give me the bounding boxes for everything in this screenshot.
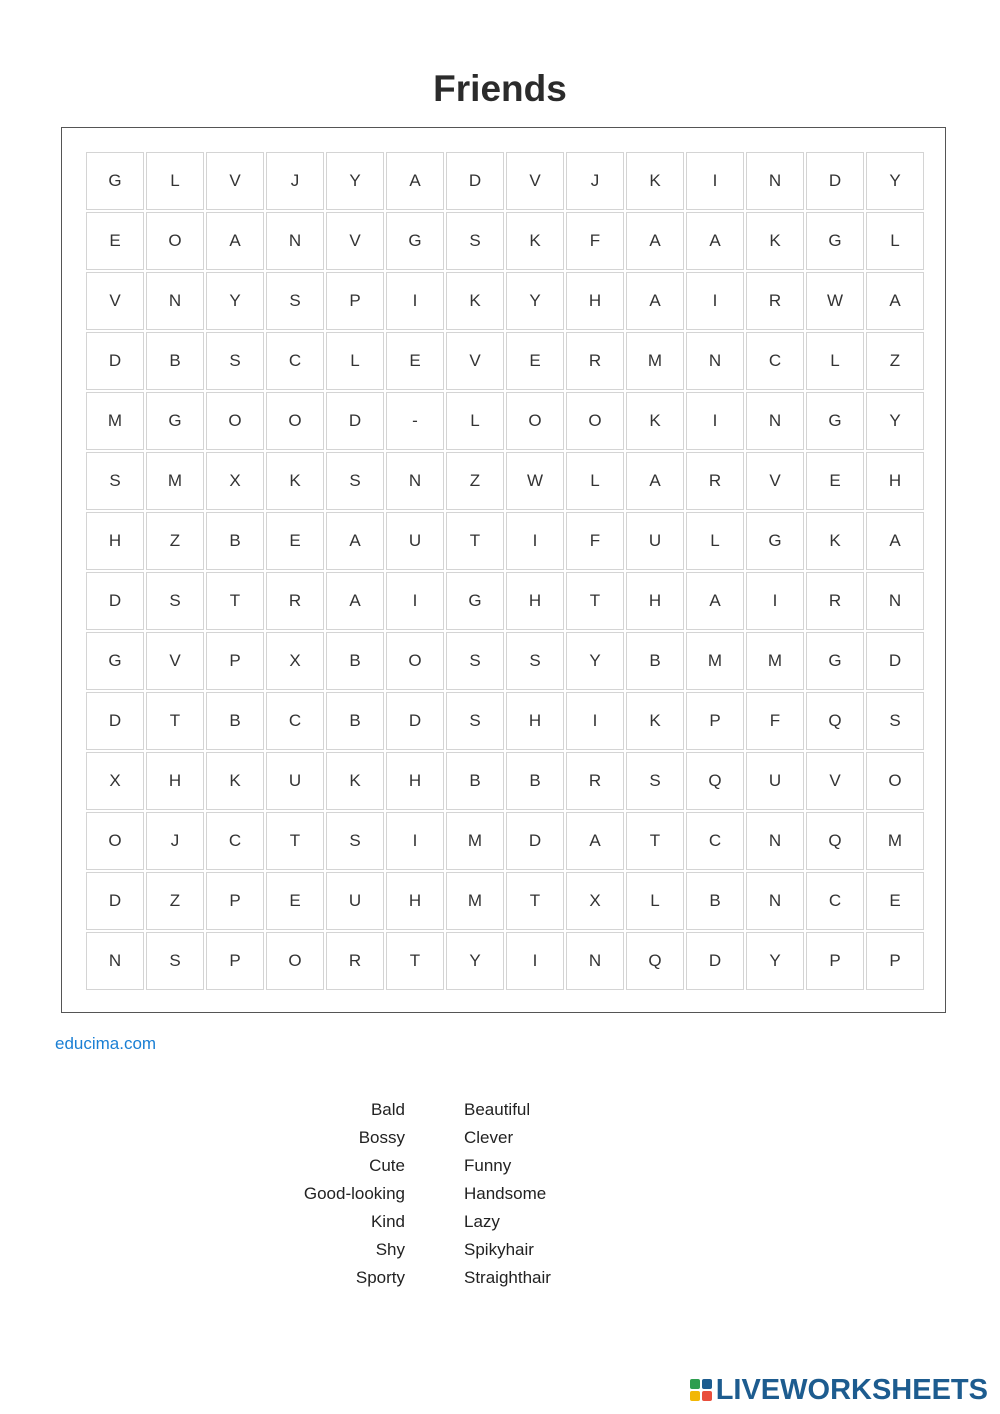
grid-cell[interactable]: H [386,872,444,930]
grid-cell[interactable]: U [386,512,444,570]
grid-cell[interactable]: C [206,812,264,870]
grid-cell[interactable]: G [86,632,144,690]
grid-cell[interactable]: M [746,632,804,690]
grid-cell[interactable]: Z [866,332,924,390]
grid-cell[interactable]: P [206,932,264,990]
grid-cell[interactable]: H [146,752,204,810]
grid-cell[interactable]: E [86,212,144,270]
liveworksheets-icon [690,1379,712,1401]
grid-cell[interactable]: D [686,932,744,990]
grid-cell[interactable]: M [86,392,144,450]
grid-cell[interactable]: O [86,812,144,870]
grid-cell[interactable]: T [506,872,564,930]
word-list-row [0,1154,1000,1182]
grid-cell[interactable]: R [746,272,804,330]
grid-cell[interactable]: M [866,812,924,870]
grid-cell[interactable]: S [446,212,504,270]
grid-cell[interactable]: I [386,572,444,630]
word-item: Beautiful [464,1100,531,1119]
grid-cell[interactable]: I [686,392,744,450]
grid-cell[interactable]: C [806,872,864,930]
grid-cell[interactable]: T [446,512,504,570]
grid-cell[interactable]: S [206,332,264,390]
grid-cell[interactable]: B [146,332,204,390]
grid-cell[interactable]: B [506,752,564,810]
grid-cell[interactable]: F [566,212,624,270]
grid-cell[interactable]: X [566,872,624,930]
word-item: Sporty [355,1268,405,1287]
grid-cell[interactable]: O [146,212,204,270]
grid-cell[interactable]: S [866,692,924,750]
source-link[interactable]: educima.com [55,1034,157,1053]
grid-cell[interactable]: L [626,872,684,930]
word-item: Good-looking [303,1184,405,1203]
grid-cell[interactable]: J [146,812,204,870]
grid-cell[interactable]: P [866,932,924,990]
word-list-row [0,1182,1000,1210]
grid-cell[interactable]: Y [506,272,564,330]
grid-cell[interactable]: G [86,152,144,210]
grid-cell[interactable]: T [146,692,204,750]
grid-cell[interactable]: T [206,572,264,630]
grid-cell[interactable]: - [386,392,444,450]
word-item: Bald [370,1100,405,1119]
grid-cell[interactable]: D [86,872,144,930]
grid-cell[interactable]: Q [806,812,864,870]
grid-cell[interactable]: N [146,272,204,330]
grid-cell[interactable]: M [446,872,504,930]
grid-cell[interactable]: R [566,332,624,390]
grid-cell[interactable]: R [566,752,624,810]
grid-cell[interactable]: K [446,272,504,330]
grid-cell[interactable]: G [806,632,864,690]
grid-cell[interactable]: K [206,752,264,810]
grid-cell[interactable]: V [506,152,564,210]
grid-cell[interactable]: S [326,812,384,870]
grid-cell[interactable]: T [626,812,684,870]
grid-cell[interactable]: F [746,692,804,750]
logo-square [702,1379,712,1389]
grid-cell[interactable]: A [386,152,444,210]
grid-cell[interactable]: V [86,272,144,330]
logo-square [702,1391,712,1401]
grid-cell[interactable]: A [866,272,924,330]
word-item: Shy [375,1240,405,1259]
grid-cell[interactable]: S [146,572,204,630]
grid-cell[interactable]: L [326,332,384,390]
grid-cell[interactable]: P [326,272,384,330]
grid-cell[interactable]: D [386,692,444,750]
grid-cell[interactable]: H [386,752,444,810]
grid-cell[interactable]: Z [446,452,504,510]
grid-cell[interactable]: D [86,692,144,750]
grid-cell[interactable]: O [506,392,564,450]
grid-cell[interactable]: N [686,332,744,390]
grid-cell[interactable]: O [566,392,624,450]
grid-cell[interactable]: M [446,812,504,870]
grid-cell[interactable]: D [866,632,924,690]
grid-cell[interactable]: G [746,512,804,570]
grid-cell[interactable]: K [626,692,684,750]
grid-cell[interactable]: N [386,452,444,510]
logo-square [690,1391,700,1401]
brand-name: LIVEWORKSHEETS [715,1373,988,1406]
grid-cell[interactable]: F [566,512,624,570]
grid-cell[interactable]: K [626,392,684,450]
grid-cell[interactable]: T [566,572,624,630]
word-search-grid [86,152,922,990]
word-item: Funny [464,1156,512,1175]
grid-cell[interactable]: K [806,512,864,570]
grid-cell[interactable]: I [686,152,744,210]
grid-cell[interactable]: L [806,332,864,390]
grid-cell[interactable]: W [506,452,564,510]
grid-cell[interactable]: A [626,212,684,270]
grid-cell[interactable]: C [746,332,804,390]
grid-cell[interactable]: K [266,452,324,510]
grid-cell[interactable]: E [506,332,564,390]
grid-cell[interactable]: N [86,932,144,990]
grid-cell[interactable]: Z [146,512,204,570]
grid-cell[interactable]: A [206,212,264,270]
grid-cell[interactable]: N [746,872,804,930]
grid-cell[interactable]: I [386,812,444,870]
grid-cell[interactable]: P [206,632,264,690]
grid-cell[interactable]: S [446,692,504,750]
grid-cell[interactable]: S [506,632,564,690]
grid-cell[interactable]: S [86,452,144,510]
grid-cell[interactable]: N [746,392,804,450]
grid-cell[interactable]: L [566,452,624,510]
grid-cell[interactable]: P [206,872,264,930]
grid-cell[interactable]: Q [626,932,684,990]
word-item: Lazy [464,1212,500,1231]
grid-cell[interactable]: M [686,632,744,690]
grid-cell[interactable]: P [686,692,744,750]
grid-cell[interactable]: A [326,512,384,570]
grid-cell[interactable]: Y [446,932,504,990]
grid-cell[interactable]: G [806,392,864,450]
grid-cell[interactable]: Q [686,752,744,810]
grid-cell[interactable]: C [686,812,744,870]
word-item: Bossy [358,1128,405,1147]
grid-cell[interactable]: D [506,812,564,870]
grid-cell[interactable]: B [326,692,384,750]
grid-cell[interactable]: R [326,932,384,990]
grid-cell[interactable]: H [506,572,564,630]
grid-cell[interactable]: M [626,332,684,390]
word-item: Straighthair [464,1268,551,1287]
grid-cell[interactable]: X [86,752,144,810]
grid-cell[interactable]: I [506,932,564,990]
grid-cell[interactable]: N [566,932,624,990]
word-list-row [0,1098,1000,1126]
grid-cell[interactable]: Y [566,632,624,690]
grid-cell[interactable]: E [386,332,444,390]
grid-cell[interactable]: N [746,812,804,870]
grid-cell[interactable]: A [626,272,684,330]
grid-cell[interactable]: D [86,332,144,390]
grid-cell[interactable]: K [626,152,684,210]
grid-cell[interactable]: S [326,452,384,510]
grid-cell[interactable]: Y [866,392,924,450]
grid-cell[interactable]: C [266,692,324,750]
word-list-row [0,1266,1000,1294]
grid-cell[interactable]: G [146,392,204,450]
grid-cell[interactable]: J [566,152,624,210]
grid-cell[interactable]: K [326,752,384,810]
grid-cell[interactable]: D [86,572,144,630]
grid-cell[interactable]: U [266,752,324,810]
grid-cell[interactable]: I [386,272,444,330]
grid-cell[interactable]: H [566,272,624,330]
grid-cell[interactable]: I [506,512,564,570]
grid-cell[interactable]: X [266,632,324,690]
grid-cell[interactable]: E [806,452,864,510]
word-list-row [0,1238,1000,1266]
grid-cell[interactable]: B [686,872,744,930]
grid-cell[interactable]: H [626,572,684,630]
grid-cell[interactable]: L [146,152,204,210]
grid-cell[interactable]: H [866,452,924,510]
liveworksheets-logo [690,1372,988,1408]
logo-square [690,1379,700,1389]
grid-cell[interactable]: E [266,872,324,930]
word-item: Kind [370,1212,405,1231]
grid-cell[interactable]: Q [806,692,864,750]
grid-cell[interactable]: B [326,632,384,690]
grid-cell[interactable]: Y [206,272,264,330]
grid-cell[interactable]: T [266,812,324,870]
grid-cell[interactable]: O [266,392,324,450]
grid-cell[interactable]: V [146,632,204,690]
grid-cell[interactable]: L [446,392,504,450]
grid-cell[interactable]: S [626,752,684,810]
grid-cell[interactable]: B [206,512,264,570]
grid-cell[interactable]: S [446,632,504,690]
grid-cell[interactable]: S [266,272,324,330]
word-list-row [0,1126,1000,1154]
grid-cell[interactable]: Z [146,872,204,930]
grid-cell[interactable]: L [686,512,744,570]
grid-cell[interactable]: S [146,932,204,990]
grid-cell[interactable]: R [806,572,864,630]
word-list [0,1098,1000,1294]
word-list-row [0,1210,1000,1238]
grid-cell[interactable]: U [746,752,804,810]
grid-cell[interactable]: H [506,692,564,750]
grid-cell[interactable]: I [746,572,804,630]
grid-cell[interactable]: I [566,692,624,750]
grid-cell[interactable]: Y [746,932,804,990]
grid-cell[interactable]: O [386,632,444,690]
grid-cell[interactable]: X [206,452,264,510]
grid-cell[interactable]: P [806,932,864,990]
page-title: Friends [433,68,567,109]
grid-cell[interactable]: V [746,452,804,510]
grid-cell[interactable]: N [266,212,324,270]
grid-cell[interactable]: V [326,212,384,270]
grid-cell[interactable]: V [206,152,264,210]
grid-cell[interactable]: B [206,692,264,750]
grid-cell[interactable]: U [626,512,684,570]
word-item: Spikyhair [464,1240,534,1259]
grid-cell[interactable]: A [626,452,684,510]
grid-cell[interactable]: R [686,452,744,510]
word-item: Clever [464,1128,514,1147]
grid-cell[interactable]: A [326,572,384,630]
grid-cell[interactable]: N [746,152,804,210]
grid-cell[interactable]: G [446,572,504,630]
grid-cell[interactable]: K [506,212,564,270]
grid-cell[interactable]: A [686,212,744,270]
word-item: Cute [369,1156,405,1175]
grid-cell[interactable]: G [386,212,444,270]
grid-cell[interactable]: T [386,932,444,990]
grid-cell[interactable]: E [866,872,924,930]
grid-cell[interactable]: R [266,572,324,630]
grid-cell[interactable]: D [326,392,384,450]
grid-cell[interactable]: U [326,872,384,930]
grid-cell[interactable]: D [446,152,504,210]
grid-cell[interactable]: J [266,152,324,210]
grid-cell[interactable]: H [86,512,144,570]
grid-cell[interactable]: O [206,392,264,450]
grid-cell[interactable]: A [866,512,924,570]
grid-cell[interactable]: I [686,272,744,330]
grid-cell[interactable]: N [866,572,924,630]
grid-cell[interactable]: A [566,812,624,870]
grid-cell[interactable]: L [866,212,924,270]
grid-cell[interactable]: M [146,452,204,510]
grid-cell[interactable]: B [626,632,684,690]
grid-cell[interactable]: C [266,332,324,390]
word-item: Handsome [464,1184,547,1203]
grid-cell[interactable]: W [806,272,864,330]
grid-cell[interactable]: V [806,752,864,810]
grid-cell[interactable]: D [806,152,864,210]
grid-cell[interactable]: Y [326,152,384,210]
grid-cell[interactable]: G [806,212,864,270]
grid-cell[interactable]: B [446,752,504,810]
grid-cell[interactable]: O [266,932,324,990]
grid-cell[interactable]: V [446,332,504,390]
grid-cell[interactable]: Y [866,152,924,210]
grid-cell[interactable]: E [266,512,324,570]
grid-cell[interactable]: A [686,572,744,630]
grid-cell[interactable]: K [746,212,804,270]
grid-cell[interactable]: O [866,752,924,810]
